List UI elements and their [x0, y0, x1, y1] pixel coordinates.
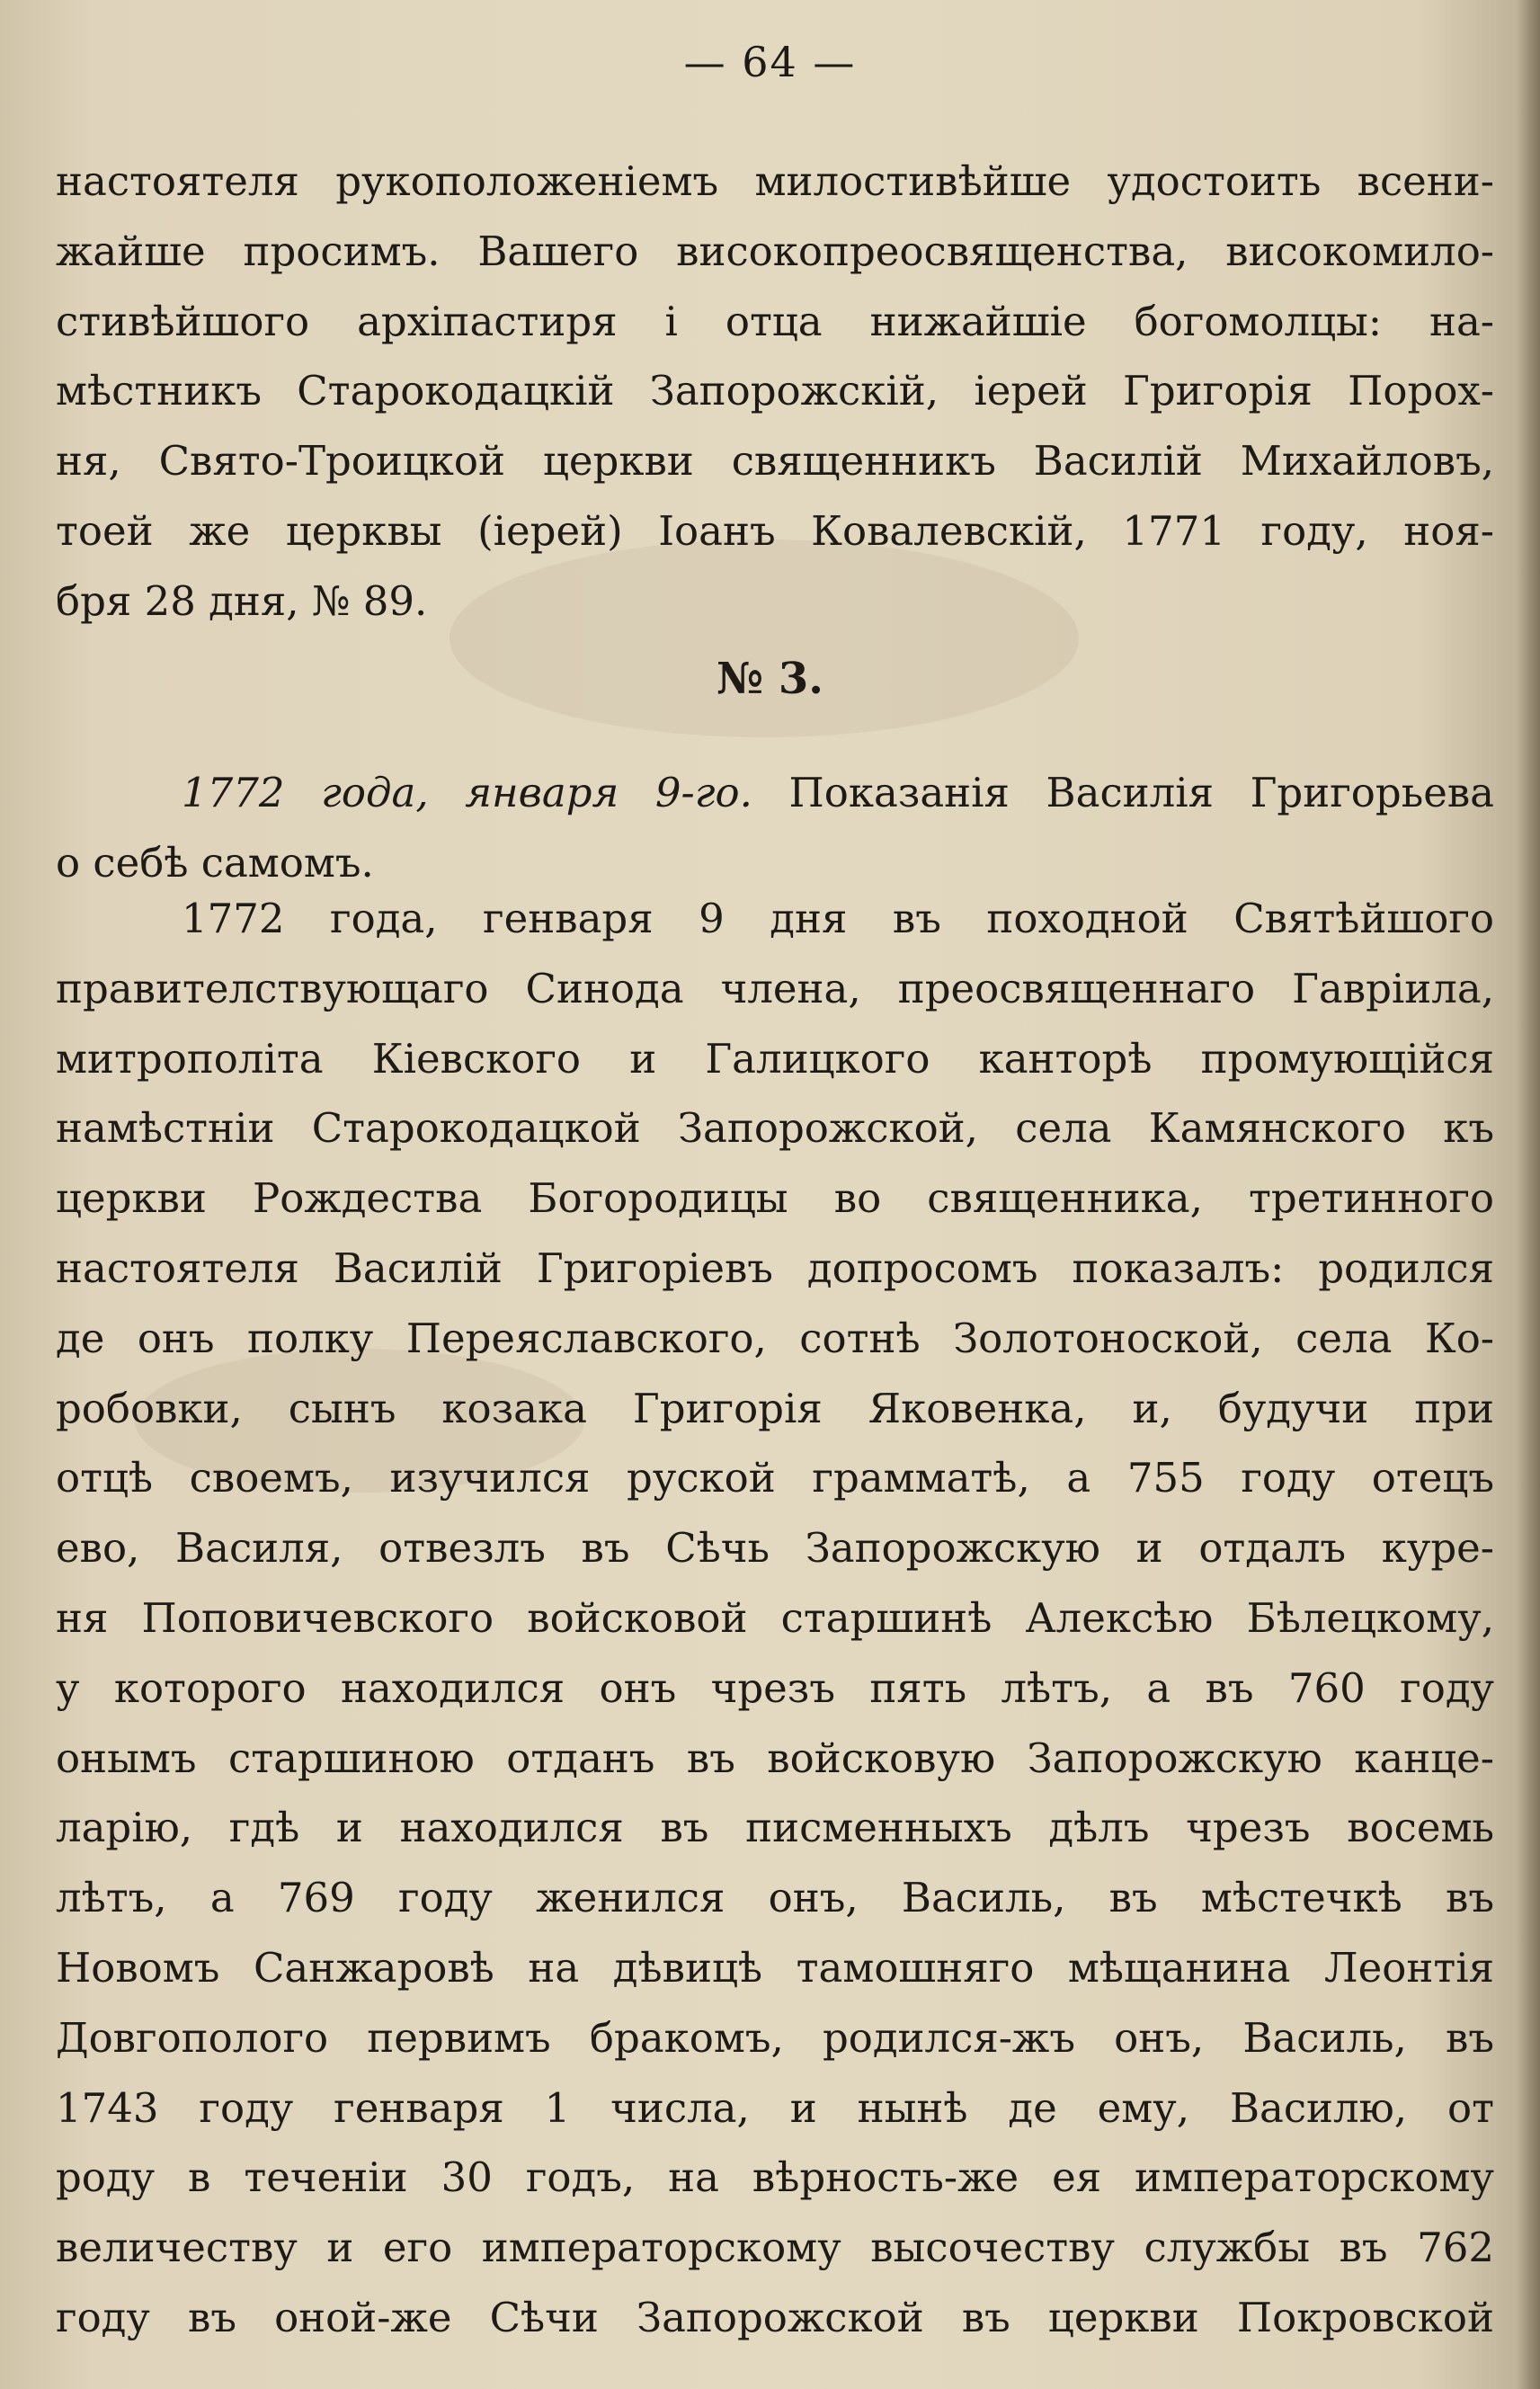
text-line: у которого находился онъ чрезъ пять лѣтъ, а въ 760 году: [56, 1663, 1494, 1712]
text-line: робовки, сынъ козака Григорія Яковенка, и, будучи при: [56, 1384, 1494, 1432]
text-line: правителствующаго Синода члена, преосвященнаго Гавріила,: [56, 964, 1494, 1012]
text-line: митрополіта Кіевского и Галицкого канторѣ промующійся: [56, 1034, 1494, 1083]
summary-line: [56, 758, 1494, 828]
summary-line-end: о себѣ самомъ.: [56, 838, 374, 887]
text-line: намѣстніи Старокодацкой Запорожской, села Камянского къ: [56, 1104, 1494, 1153]
text-line: ня Поповичевского войсковой старшинѣ Алексѣю Бѣлецкому,: [56, 1593, 1494, 1642]
document-summary: [56, 758, 1494, 898]
text-line: году въ оной-же Сѣчи Запорожской въ церкви Покровской: [56, 2293, 1494, 2341]
text-line: онымъ старшиною отданъ въ войсковую Запорожскую канце-: [56, 1734, 1494, 1782]
text-line: 1743 году генваря 1 числа, и нынѣ де ему, Василю, от: [56, 2083, 1494, 2132]
text-line: Новомъ Санжаровѣ на дѣвицѣ тамошняго мѣщанина Леонтія: [56, 1943, 1494, 1992]
text-line: стивѣйшого архіпастиря і отца нижайшіе богомолцы: на-: [56, 297, 1494, 345]
text-line: мѣстникъ Старокодацкій Запорожскій, іерей Григорія Порох-: [56, 367, 1494, 415]
text-line: де онъ полку Переяславского, сотнѣ Золотоноской, села Ко-: [56, 1314, 1494, 1362]
text-line: настоятеля рукоположеніемъ милостивѣйше удостоить всени-: [56, 157, 1494, 205]
page-number: — 64 —: [683, 38, 857, 86]
text-line: отцѣ своемъ, изучился руской грамматѣ, а 755 году отецъ: [56, 1454, 1494, 1502]
text-line: ево, Василя, отвезлъ въ Сѣчь Запорожскую и отдалъ куре-: [56, 1524, 1494, 1573]
text-line: тоей же церквы (іерей) Іоанъ Ковалевскій, 1771 году, ноя-: [56, 506, 1494, 555]
text-line: жайше просимъ. Вашего високопреосвященства, високомило-: [56, 227, 1494, 275]
text-line: настоятеля Василій Григоріевъ допросомъ показалъ: родился: [56, 1244, 1494, 1292]
document-number-heading: № 3.: [717, 654, 823, 704]
summary-date: 1772 года, января 9-го.: [182, 769, 752, 816]
text-block-petition-ending: [56, 147, 1494, 637]
text-block-testimony: [56, 884, 1494, 2353]
text-line: ларію, гдѣ и находился въ писменныхъ дѣлъ чрезъ восемь: [56, 1804, 1494, 1852]
page-edge-shadow: [1517, 0, 1540, 2389]
text-line: лѣтъ, а 769 году женился онъ, Василь, въ мѣстечкѣ въ: [56, 1874, 1494, 1922]
summary-title: Показанія Василія Григорьева: [752, 769, 1494, 816]
text-line: ня, Свято-Троицкой церкви священникъ Василій Михайловъ,: [56, 437, 1494, 486]
text-line: роду в теченіи 30 годъ, на вѣрность-же ея императорскому: [56, 2153, 1494, 2202]
text-line: величеству и его императорскому высочеству службы въ 762: [56, 2224, 1494, 2272]
text-line: Довгополого первимъ бракомъ, родился-жъ онъ, Василь, въ: [56, 2013, 1494, 2062]
text-line: 1772 года, генваря 9 дня въ походной Святѣйшого: [182, 895, 1494, 942]
text-line: бря 28 дня, № 89.: [56, 576, 428, 625]
text-line: церкви Рождества Богородицы во священника, третинного: [56, 1174, 1494, 1223]
